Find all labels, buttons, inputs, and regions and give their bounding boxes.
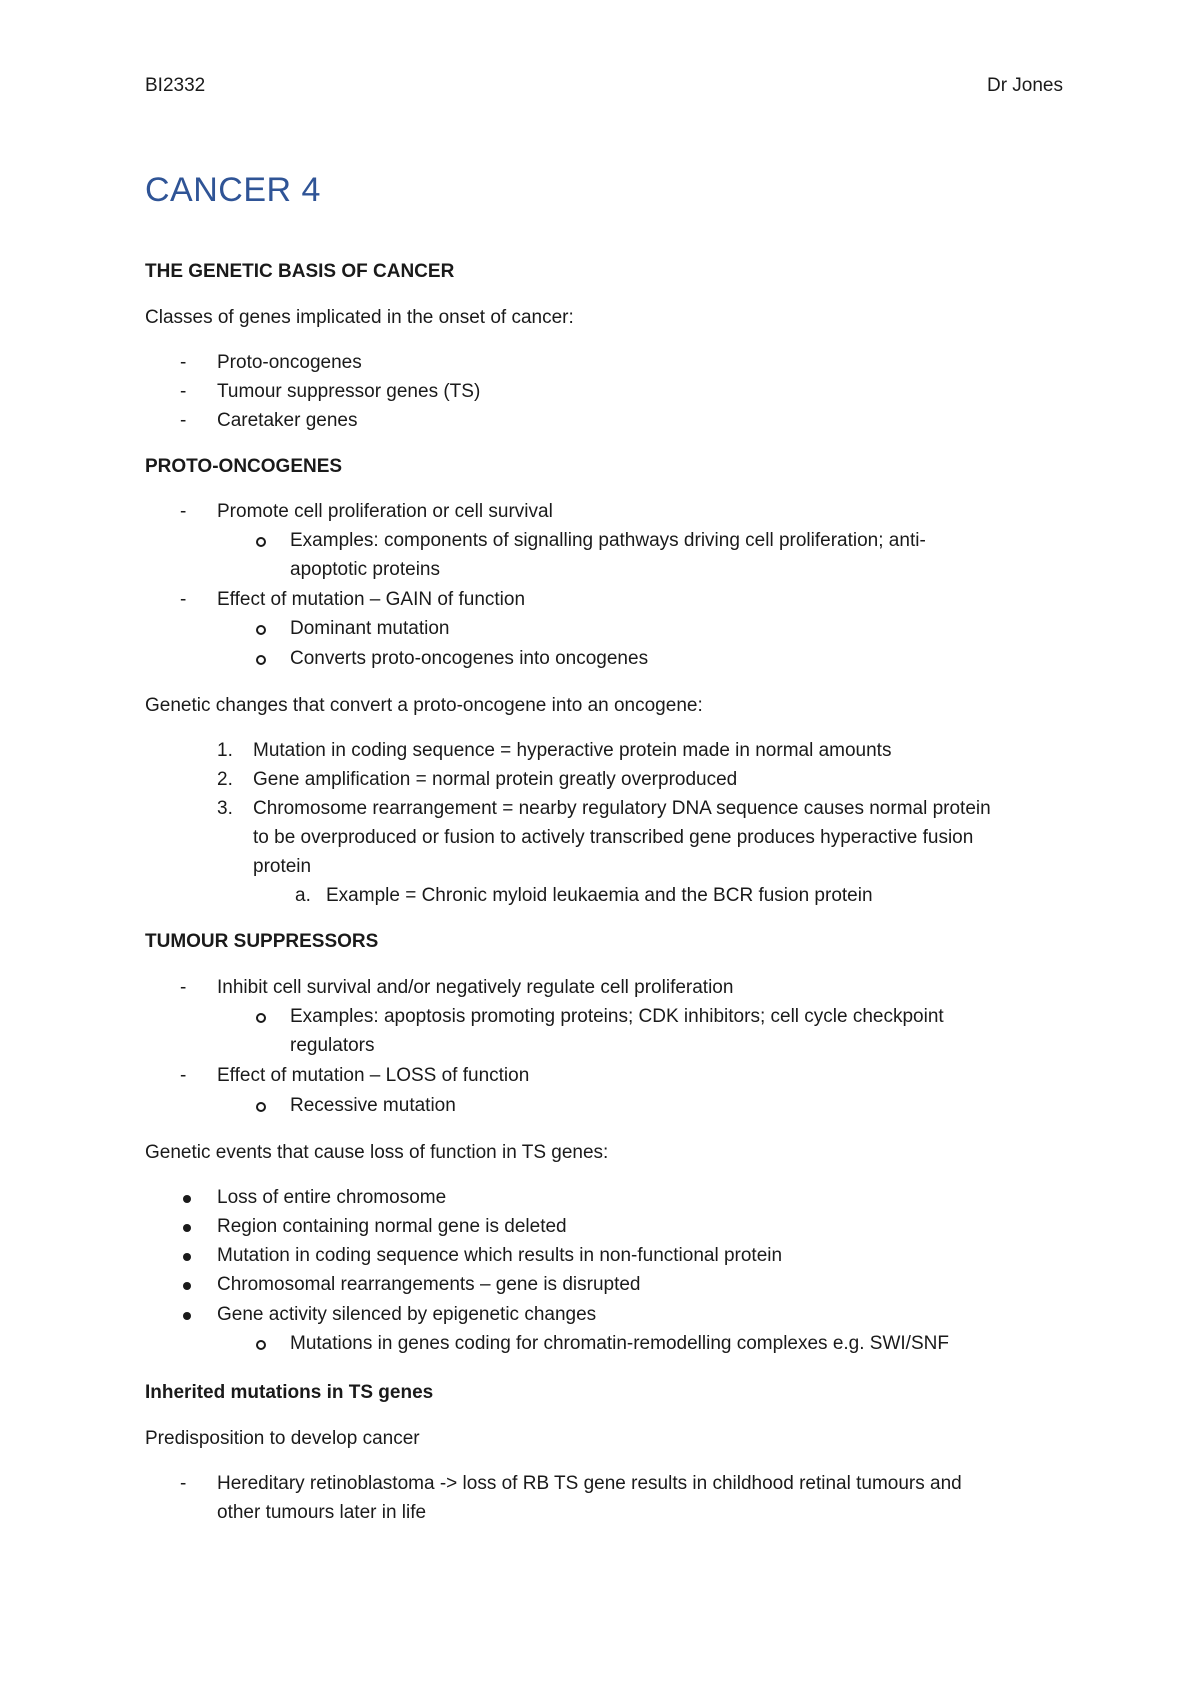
dash-marker: - [180,1065,187,1086]
sub-list-item: Recessive mutation [290,1095,456,1116]
lettered-item: Example = Chronic myloid leukaemia and the BCR fusion protein [326,885,873,906]
sub-list-item: Mutations in genes coding for chromatin-remodelling complexes e.g. SWI/SNF [290,1333,949,1354]
circle-bullet-icon [256,1102,266,1112]
list-item-continuation: other tumours later in life [217,1502,427,1523]
sub-list-item: Examples: apoptosis promoting proteins; CDK inhibitors; cell cycle checkpoint [290,1006,944,1027]
bullet-item: Region containing normal gene is deleted [217,1216,567,1237]
list-number: 1. [217,740,233,761]
section-heading-proto-oncogenes: PROTO-ONCOGENES [145,456,343,477]
circle-bullet-icon [256,655,266,665]
list-number: 2. [217,769,233,790]
section-intro: Classes of genes implicated in the onset of cancer: [145,307,574,328]
dash-marker: - [180,977,187,998]
header-lecturer: Dr Jones [986,75,1063,96]
circle-bullet-icon [256,1013,266,1023]
sub-list-item: Examples: components of signalling pathways driving cell proliferation; anti- [290,530,926,551]
sub-list-item-continuation: regulators [290,1035,375,1056]
dash-marker: - [180,352,187,373]
section-intro: Genetic events that cause loss of function in TS genes: [145,1142,609,1163]
bullet-dot-icon [183,1195,191,1203]
circle-bullet-icon [256,625,266,635]
dash-marker: - [180,589,187,610]
list-item: Caretaker genes [217,410,358,431]
bullet-item: Loss of entire chromosome [217,1187,447,1208]
list-item: Proto-oncogenes [217,352,362,373]
list-item: Effect of mutation – LOSS of function [217,1065,530,1086]
bullet-item: Chromosomal rearrangements – gene is disrupted [217,1274,641,1295]
dash-marker: - [180,501,187,522]
page-title: CANCER 4 [145,171,321,209]
dash-marker: - [180,1473,187,1494]
numbered-item: Mutation in coding sequence = hyperactive protein made in normal amounts [253,740,892,761]
section-heading-genetic-basis: THE GENETIC BASIS OF CANCER [145,261,455,282]
numbered-item: Chromosome rearrangement = nearby regulatory DNA sequence causes normal protein [253,798,991,819]
list-letter: a. [295,885,311,906]
section-intro: Genetic changes that convert a proto-oncogene into an oncogene: [145,695,703,716]
list-item: Inhibit cell survival and/or negatively regulate cell proliferation [217,977,734,998]
list-item: Promote cell proliferation or cell survival [217,501,553,522]
circle-bullet-icon [256,1340,266,1350]
dash-marker: - [180,410,187,431]
numbered-item-continuation: protein [253,856,312,877]
numbered-item: Gene amplification = normal protein greatly overproduced [253,769,738,790]
section-intro: Predisposition to develop cancer [145,1428,420,1449]
list-number: 3. [217,798,233,819]
list-item: Effect of mutation – GAIN of function [217,589,526,610]
list-item: Tumour suppressor genes (TS) [217,381,481,402]
bullet-item: Gene activity silenced by epigenetic changes [217,1304,597,1325]
section-heading-inherited-mutations: Inherited mutations in TS genes [145,1382,434,1403]
circle-bullet-icon [256,537,266,547]
numbered-item-continuation: to be overproduced or fusion to actively transcribed gene produces hyperactive fusion [253,827,974,848]
sub-list-item-continuation: apoptotic proteins [290,559,440,580]
dash-marker: - [180,381,187,402]
section-heading-tumour-suppressors: TUMOUR SUPPRESSORS [145,931,379,952]
bullet-dot-icon [183,1253,191,1261]
sub-list-item: Converts proto-oncogenes into oncogenes [290,648,649,669]
sub-list-item: Dominant mutation [290,618,450,639]
bullet-dot-icon [183,1224,191,1232]
list-item: Hereditary retinoblastoma -> loss of RB TS gene results in childhood retinal tumours and [217,1473,962,1494]
bullet-item: Mutation in coding sequence which results in non-functional protein [217,1245,783,1266]
bullet-dot-icon [183,1282,191,1290]
bullet-dot-icon [183,1312,191,1320]
header-course-code: BI2332 [145,75,206,96]
